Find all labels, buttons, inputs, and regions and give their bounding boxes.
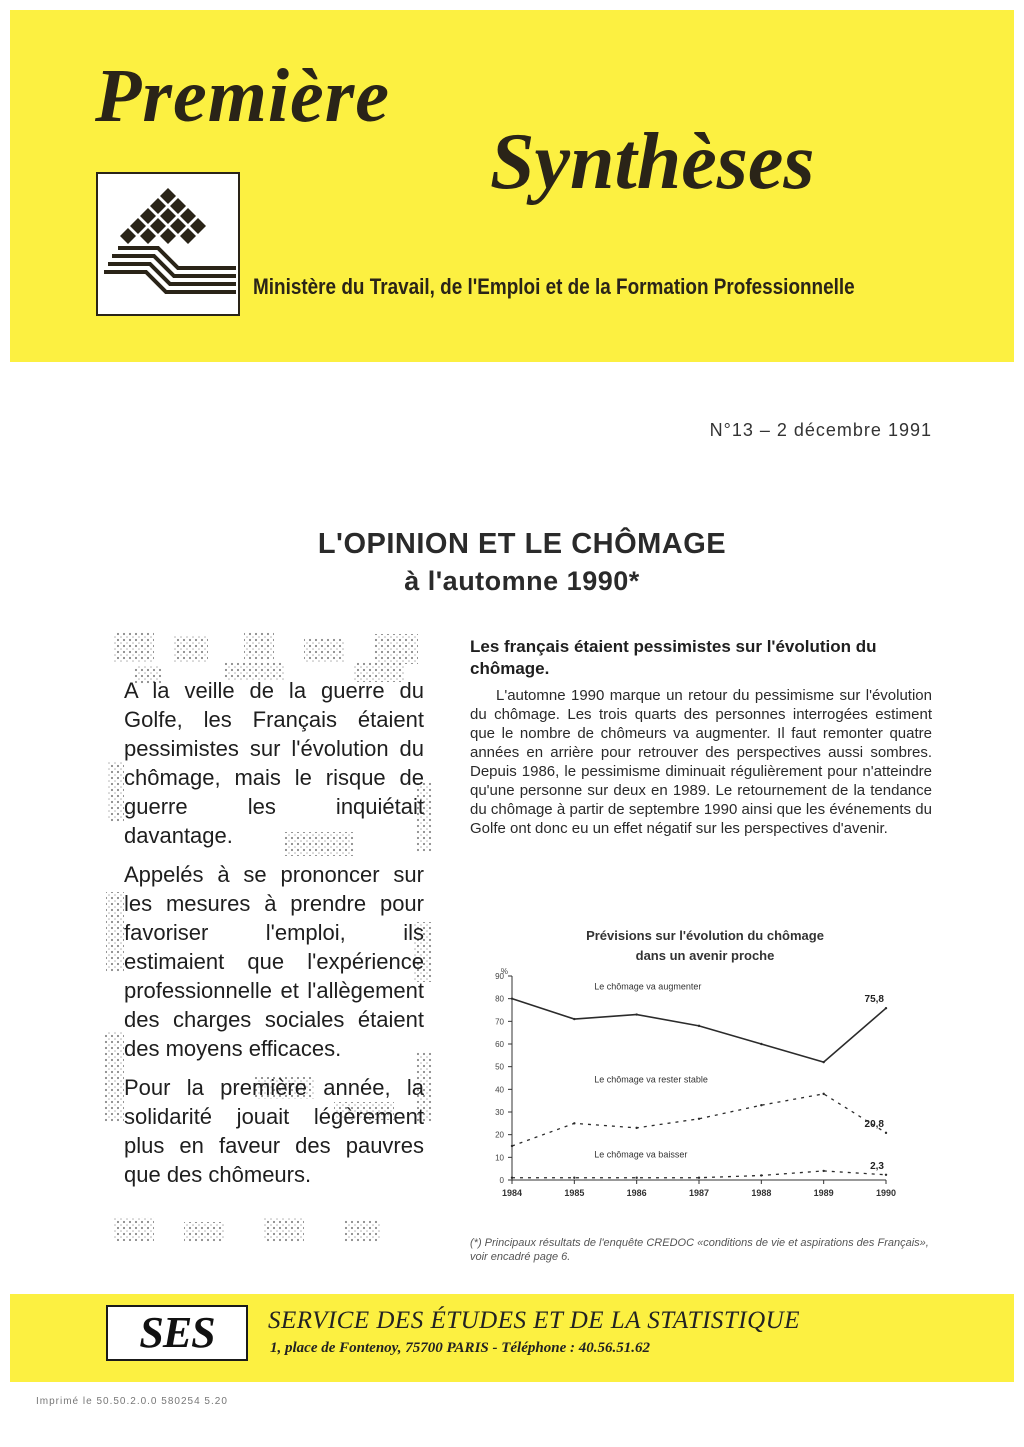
section-heading: Les français étaient pessimistes sur l'évolution du chômage. — [470, 637, 877, 678]
ministry-name: Ministère du Travail, de l'Emploi et de la Formation Professionnelle — [253, 274, 855, 299]
y-tick-label: 30 — [495, 1108, 504, 1117]
summary-paragraph: Appelés à se prononcer sur les mesures à prendre pour favoriser l'emploi, ils estimaient que l'expérience professionnelle et l'allègement des charges sociales étaient des moyens efficaces. — [124, 862, 424, 1061]
data-point — [573, 1177, 575, 1179]
series-label: Le chômage va rester stable — [594, 1074, 708, 1085]
summary-paragraph: A la veille de la guerre du Golfe, les Français étaient pessimistes sur l'évolution du chômage, mais le risque de guerre les inquiétait davantage. — [124, 678, 424, 848]
ses-logo: SES — [106, 1305, 248, 1361]
y-tick-label: 10 — [495, 1153, 504, 1163]
x-tick-label: 1986 — [626, 1188, 647, 1198]
article-subtitle: à l'automne 1990* — [404, 566, 640, 596]
series-line — [512, 999, 886, 1062]
data-point — [573, 1018, 575, 1020]
series-label: Le chômage va baisser — [594, 1149, 688, 1160]
data-point — [635, 1177, 637, 1179]
data-point — [885, 1174, 887, 1176]
footnote: (*) Principaux résultats de l'enquête CREDOC «conditions de vie et aspirations des Français», voir encadré page 6. — [470, 1237, 929, 1263]
y-tick-label: 0 — [499, 1176, 504, 1185]
article-title: L'OPINION ET LE CHÔMAGE — [317, 528, 727, 560]
ministry-logo-icon — [98, 174, 238, 314]
x-tick-label: 1990 — [875, 1188, 897, 1198]
issue-number: N°13 – 2 décembre 1991 — [709, 420, 932, 440]
y-tick-label: 40 — [495, 1085, 504, 1095]
x-tick-label: 1987 — [688, 1188, 710, 1198]
y-tick-label: 70 — [495, 1017, 504, 1027]
data-point — [760, 1104, 762, 1106]
x-tick-label: 1985 — [564, 1188, 585, 1198]
data-point — [511, 1145, 513, 1147]
ministry-logo — [96, 172, 240, 316]
x-tick-label: 1989 — [813, 1188, 834, 1198]
chart-plot — [470, 966, 940, 1216]
data-point — [511, 997, 513, 999]
end-value-label: 2,3 — [870, 1160, 884, 1172]
x-tick-label: 1988 — [751, 1188, 772, 1198]
service-address: 1, place de Fontenoy, 75700 PARIS - Téléphone : 40.56.51.62 — [270, 1340, 650, 1356]
data-point — [698, 1177, 700, 1179]
y-tick-label: 60 — [495, 1040, 504, 1049]
data-point — [822, 1170, 824, 1172]
data-point — [635, 1013, 637, 1015]
print-line: Imprimé le 50.50.2.0.0 580254 5.20 — [36, 1396, 228, 1407]
unemployment-chart — [470, 926, 940, 1222]
section-body: L'automne 1990 marque un retour du pessimisme sur l'évolution du chômage. Les trois quarts des personnes interrogées estiment que le nombre de chômeurs va augmenter. Il faut remonter quatre années en arrière pour retrouver des perspectives aussi sombres. Depuis 1986, le pessimisme diminuait régulièrement pour n'atteindre qu'une personne sur deux en 1989. Le retournement de la tendance du chômage à partir de septembre 1990 ainsi que les événements du Golfe ont donc eu un effet négatif sur les perspectives d'avenir. — [470, 687, 932, 837]
article-column — [470, 636, 932, 838]
y-axis-unit-label: % — [500, 967, 508, 976]
y-tick-label: 20 — [495, 1130, 504, 1140]
publication-title-part1: Première — [95, 54, 391, 138]
y-tick-label: 80 — [495, 994, 504, 1004]
data-point — [822, 1093, 824, 1095]
publication-title-part2: Synthèses — [490, 118, 815, 206]
summary-box — [104, 632, 436, 1244]
series-label: Le chômage va augmenter — [594, 981, 702, 992]
data-point — [698, 1025, 700, 1027]
data-point — [698, 1118, 700, 1120]
data-point — [885, 1132, 887, 1134]
data-point — [760, 1043, 762, 1045]
data-point — [635, 1127, 637, 1129]
data-point — [511, 1177, 513, 1179]
service-name: SERVICE DES ÉTUDES ET DE LA STATISTIQUE — [268, 1307, 801, 1334]
y-tick-label: 90 — [495, 972, 504, 981]
end-value-label: 75,8 — [864, 994, 884, 1006]
data-point — [573, 1122, 575, 1124]
end-value-label: 20,8 — [864, 1118, 884, 1130]
data-point — [885, 1007, 887, 1009]
data-point — [822, 1061, 824, 1063]
x-tick-label: 1984 — [501, 1188, 523, 1198]
summary-paragraph: Pour la première année, la solidarité jouait légèrement plus en faveur des pauvres que des chômeurs. — [124, 1075, 424, 1187]
data-point — [760, 1174, 762, 1176]
y-tick-label: 50 — [495, 1062, 504, 1072]
chart-subtitle: dans un avenir proche — [635, 948, 775, 963]
chart-title: Prévisions sur l'évolution du chômage — [586, 928, 824, 943]
summary-text — [124, 676, 424, 1199]
